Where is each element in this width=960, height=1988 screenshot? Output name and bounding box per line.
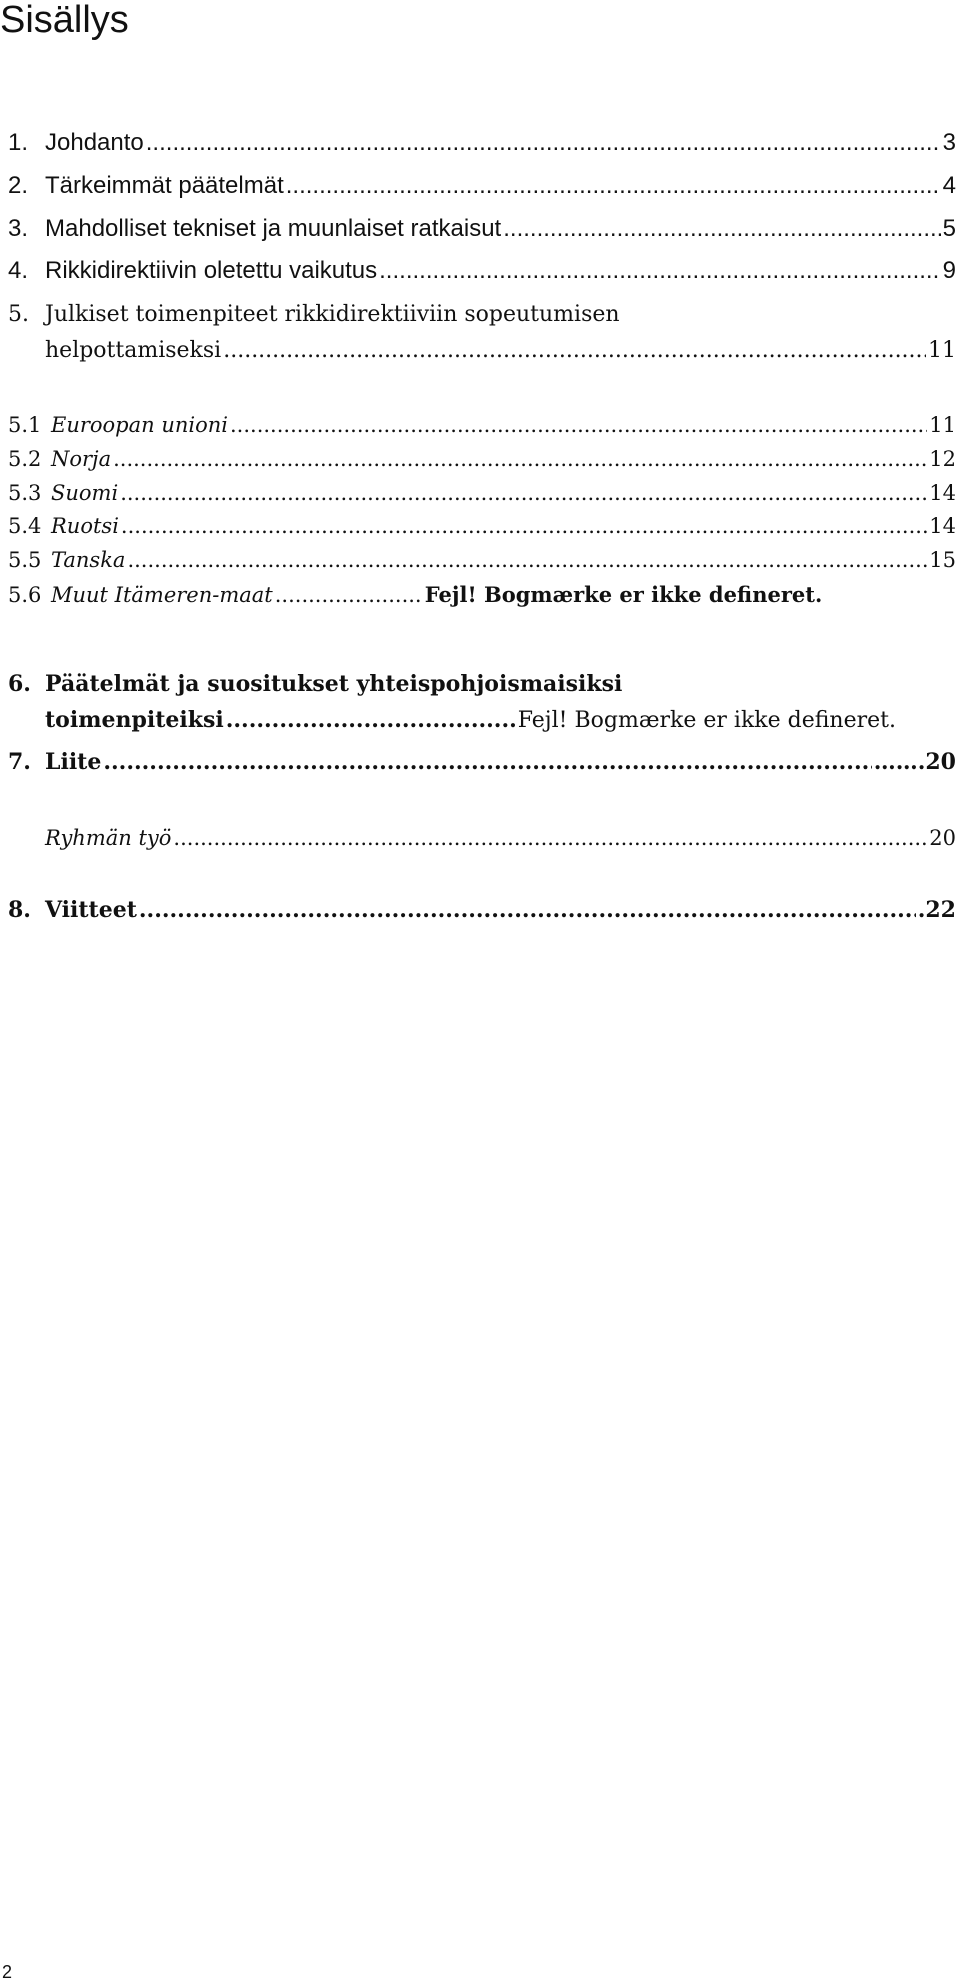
toc-leader-dots (139, 897, 916, 923)
toc-title: Ruotsi (51, 514, 119, 538)
toc-page-number: 5 (942, 215, 956, 242)
toc-page-number: …….20 (873, 749, 956, 775)
toc-title: Viitteet (45, 897, 137, 923)
toc-number: 8. (8, 897, 31, 923)
page-number: 2 (2, 1962, 13, 1982)
toc-title: Ryhmän työ (45, 826, 172, 850)
toc-page-reference-error: Fejl! Bogmærke er ikke defineret. (424, 582, 823, 607)
toc-leader-dots (121, 514, 927, 538)
toc-leader-dots (113, 447, 927, 471)
toc-title-continued: helpottamiseksi (45, 338, 222, 363)
toc-number: 5. (8, 302, 29, 327)
toc-entry-paatelmat-suositukset-cont[interactable] (8, 707, 956, 739)
toc-page-reference-error: Fejl! Bogmærke er ikke defineret. (517, 708, 896, 733)
toc-entry-julkiset-toimenpiteet-cont[interactable] (8, 338, 956, 370)
toc-subentry-ryhman-tyo[interactable] (8, 826, 956, 856)
toc-title: Julkiset toimenpiteet rikkidirektiiviin sopeutumisen (45, 302, 620, 327)
page-title: Sisällys (0, 0, 129, 41)
toc-entry-viitteet[interactable] (8, 897, 956, 929)
toc-leader-dots (103, 749, 871, 775)
toc-number: 2. (8, 172, 29, 199)
toc-page-number: 15 (929, 548, 956, 572)
toc-number: 4. (8, 257, 29, 284)
toc-title: Tanska (51, 548, 126, 572)
toc-number: 3. (8, 215, 29, 242)
toc-number: 5.6 (8, 583, 42, 607)
toc-number: 5.4 (8, 514, 42, 538)
toc-subentry-euroopan-unioni[interactable] (8, 413, 956, 443)
toc-title-continued: toimenpiteiksi (45, 707, 224, 733)
toc-leader-dots (275, 583, 423, 607)
toc-title: Johdanto (45, 129, 144, 156)
toc-title: Muut Itämeren-maat (51, 583, 273, 607)
toc-entry-paatelmat-suositukset[interactable] (8, 671, 956, 703)
toc-title: Liite (45, 749, 102, 775)
toc-leader-dots (379, 257, 941, 285)
toc-leader-dots (230, 413, 927, 437)
toc-title: Mahdolliset tekniset ja muunlaiset ratkaisut (45, 215, 502, 242)
toc-leader-dots (503, 215, 940, 243)
toc-entry-julkiset-toimenpiteet[interactable] (8, 302, 956, 334)
toc-leader-dots (173, 826, 927, 850)
toc-number: 6. (8, 671, 31, 697)
toc-subentry-suomi[interactable] (8, 481, 956, 511)
toc-subentry-muut-itameren-maat[interactable] (8, 582, 956, 612)
toc-page-number: 9 (942, 257, 956, 284)
toc-subentry-norja[interactable] (8, 447, 956, 477)
toc-page-number: .22 (917, 897, 956, 923)
toc-title: Päätelmät ja suositukset yhteispohjoismaisiksi (45, 671, 623, 697)
toc-number: 5.2 (8, 447, 42, 471)
toc-entry-rikkidirektiivin-vaikutus[interactable] (8, 257, 956, 289)
toc-number: 1. (8, 129, 29, 156)
toc-entry-mahdolliset-ratkaisut[interactable] (8, 215, 956, 247)
toc-page-number: 14 (929, 481, 956, 505)
toc-number: 5.1 (8, 413, 42, 437)
toc-leader-dots (223, 338, 926, 363)
toc-leader-dots (146, 129, 941, 157)
toc-entry-johdanto[interactable] (8, 129, 956, 161)
toc-page-number: 20 (929, 826, 956, 850)
toc-title: Rikkidirektiivin oletettu vaikutus (45, 257, 378, 284)
toc-page-number: 3 (942, 129, 956, 156)
toc-title: Euroopan unioni (51, 413, 228, 437)
toc-title: Suomi (51, 481, 119, 505)
toc-page-number: 14 (929, 514, 956, 538)
toc-page-number: 4 (942, 172, 956, 199)
toc-subentry-ruotsi[interactable] (8, 514, 956, 544)
toc-title: Tärkeimmät päätelmät (45, 172, 284, 199)
toc-entry-tarkeimmat-paatelmat[interactable] (8, 172, 956, 204)
toc-leader-dots (286, 172, 941, 200)
toc-page-number: 12 (929, 447, 956, 471)
toc-title: Norja (51, 447, 112, 471)
toc-leader-dots (226, 707, 516, 733)
toc-page-number: 11 (928, 338, 956, 363)
toc-page-number: 11 (929, 413, 956, 437)
toc-subentry-tanska[interactable] (8, 548, 956, 578)
toc-leader-dots (127, 548, 927, 572)
toc-number: 7. (8, 749, 31, 775)
toc-number: 5.5 (8, 548, 42, 572)
toc-leader-dots (120, 481, 927, 505)
toc-number: 5.3 (8, 481, 42, 505)
toc-entry-liite[interactable] (8, 749, 956, 781)
